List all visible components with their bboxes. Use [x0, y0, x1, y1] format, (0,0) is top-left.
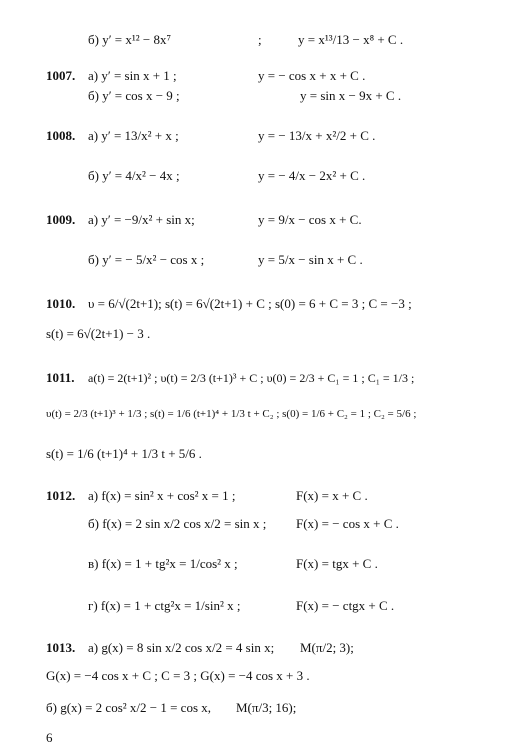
formula-line: а) y′ = sin x + 1 ; [88, 68, 177, 83]
formula-line: y = − 13/x + x²/2 + C . [258, 128, 376, 143]
formula-line: s(t) = 6√(2t+1) − 3 . [46, 326, 151, 341]
formula-line: s(t) = 1/6 (t+1)⁴ + 1/3 t + 5/6 . [46, 446, 202, 461]
formula-line: а) y′ = 13/x² + x ; [88, 128, 179, 143]
problem-number: 1010. [46, 296, 76, 311]
formula-line: а) g(x) = 8 sin x/2 cos x/2 = 4 sin x; [88, 640, 275, 655]
formula-line: y = 5/x − sin x + C . [258, 252, 363, 267]
formula-separator: ; [258, 32, 262, 47]
problem-number: 1008. [46, 128, 76, 143]
problem-number: 1007. [46, 68, 76, 83]
formula-line: в) f(x) = 1 + tg²x = 1/cos² x ; [88, 556, 238, 571]
formula-line: y = sin x − 9x + C . [300, 88, 402, 103]
formula-line: а) f(x) = sin² x + cos² x = 1 ; [88, 488, 236, 503]
formula-line: M(π/3; 16); [236, 700, 297, 715]
problem-number: 1012. [46, 488, 76, 503]
formula-line: а) y′ = −9/x² + sin x; [88, 212, 195, 227]
formula-line: б) f(x) = 2 sin x/2 cos x/2 = sin x ; [88, 516, 267, 531]
problem-number: 1011. [46, 370, 75, 385]
formula-line: y = x¹³/13 − x⁸ + C . [298, 32, 404, 47]
formula-line: б) g(x) = 2 cos² x/2 − 1 = cos x, [46, 700, 212, 715]
formula-line: M(π/2; 3); [300, 640, 354, 655]
formula-line: б) y′ = 4/x² − 4x ; [88, 168, 180, 183]
formula-line: y = − cos x + x + C . [258, 68, 366, 83]
formula-line: б) y′ = x¹² − 8x⁷ [88, 32, 172, 47]
formula-line: y = − 4/x − 2x² + C . [258, 168, 366, 183]
formula-line: F(x) = x + C . [296, 488, 368, 503]
formula-line: F(x) = tgx + C . [296, 556, 378, 571]
formula-line: F(x) = − ctgx + C . [296, 598, 395, 613]
formula-line: б) y′ = − 5/x² − cos x ; [88, 252, 205, 267]
formula-line: a(t) = 2(t+1)² ; υ(t) = 2/3 (t+1)³ + C ; υ(0) = 2/3 + C₁ = 1 ; C₁ = 1/3 ; [88, 371, 415, 385]
formula-line: υ(t) = 2/3 (t+1)³ + 1/3 ; s(t) = 1/6 (t+1)⁴ + 1/3 t + C₂ ; s(0) = 1/6 + C₂ = 1 ; C₂ = 5/6 ; [46, 408, 417, 420]
formula-line: y = 9/x − cos x + C. [258, 212, 362, 227]
formula-line: F(x) = − cos x + C . [296, 516, 399, 531]
formula-line: G(x) = −4 cos x + C ; C = 3 ; G(x) = −4 cos x + 3 . [46, 668, 310, 683]
formula-line: υ = 6/√(2t+1); s(t) = 6√(2t+1) + C ; s(0) = 6 + C = 3 ; C = −3 ; [88, 296, 412, 311]
formula-line: г) f(x) = 1 + ctg²x = 1/sin² x ; [88, 598, 241, 613]
formula-line: б) y′ = cos x − 9 ; [88, 88, 180, 103]
page-number: 6 [46, 730, 53, 745]
problem-number: 1013. [46, 640, 76, 655]
problem-number: 1009. [46, 212, 76, 227]
